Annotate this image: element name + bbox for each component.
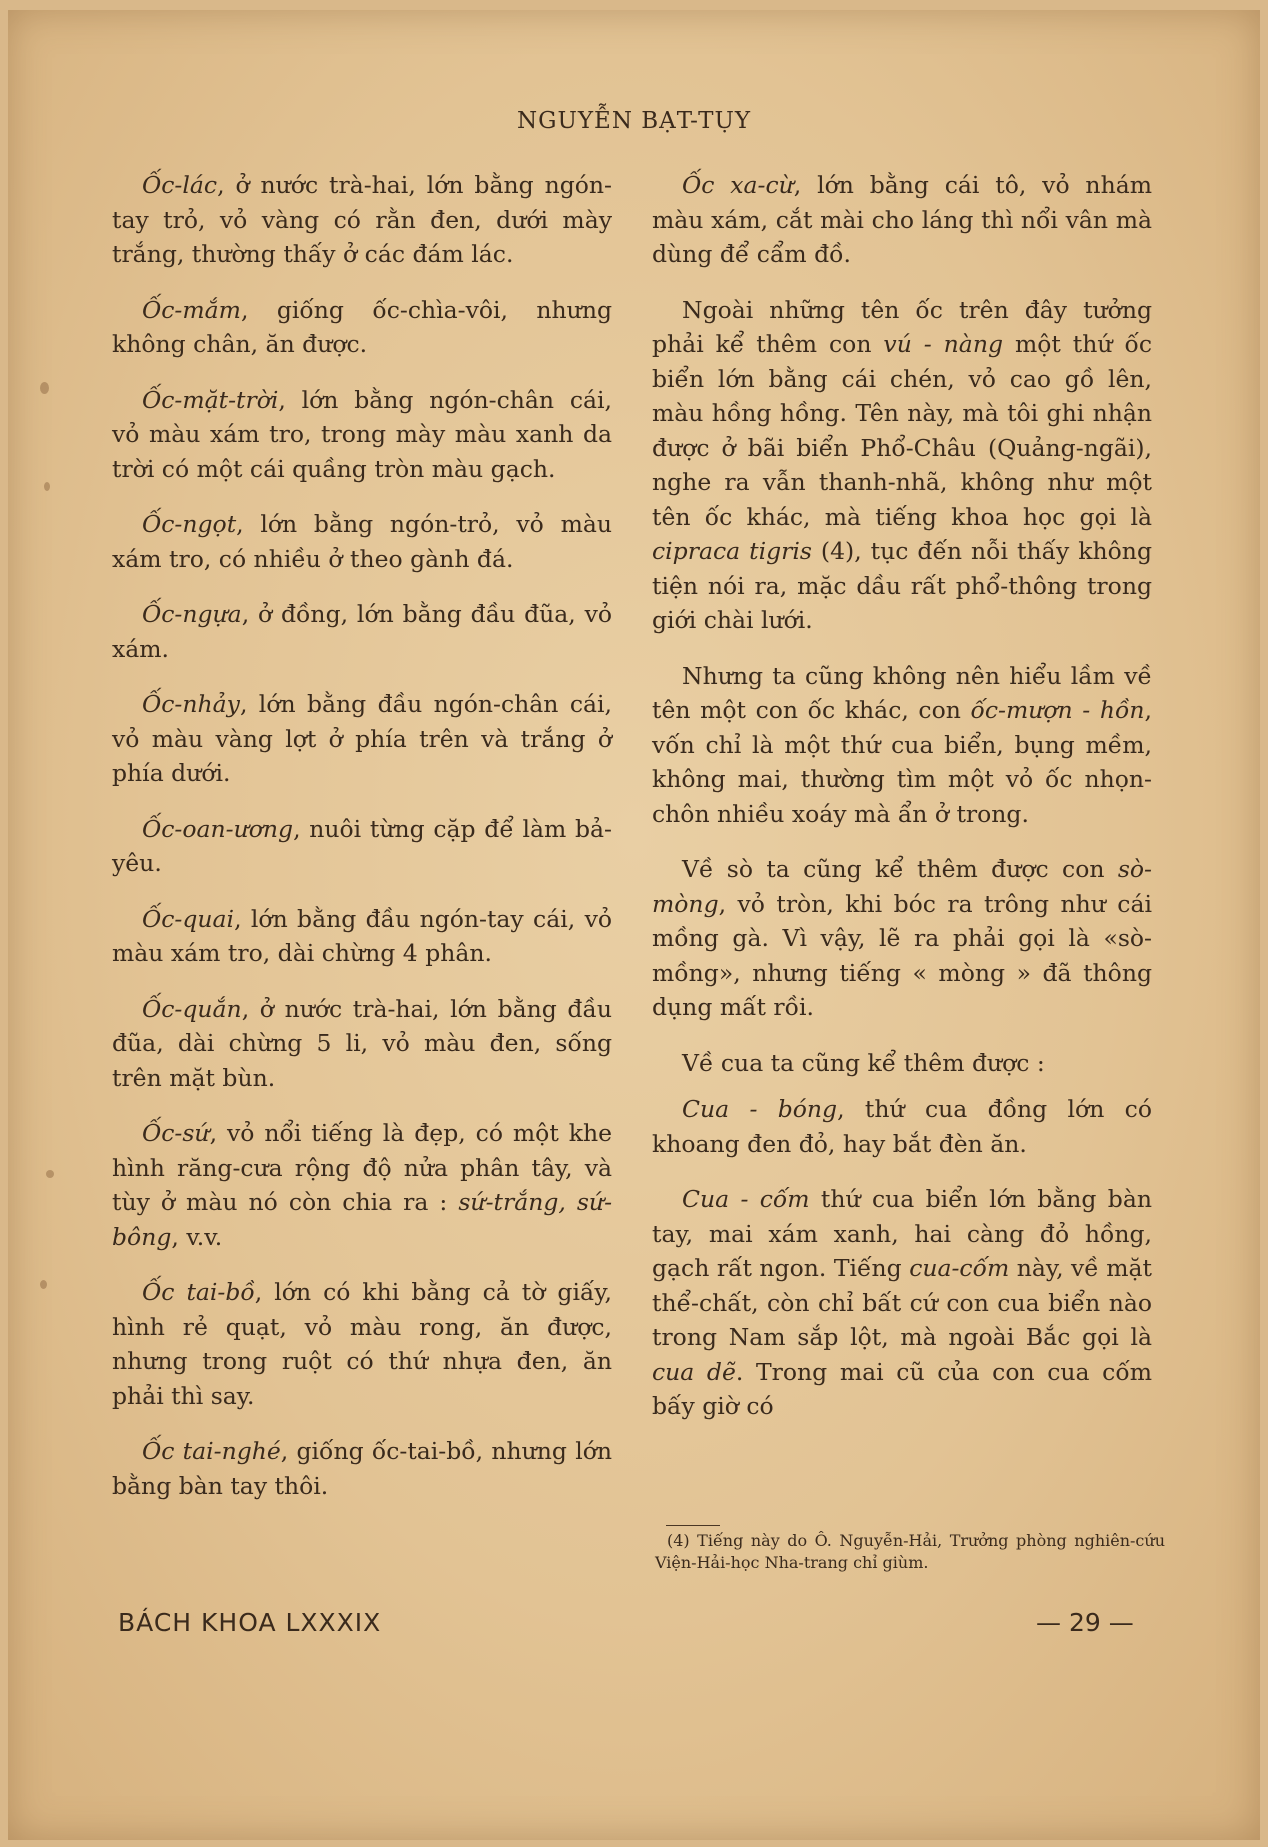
term-cua-com: cua-cốm — [909, 1254, 1010, 1282]
entry-tail: , v.v. — [171, 1222, 223, 1251]
entry-oc-tai-nghe — [112, 1434, 612, 1503]
entry-text: , thứ cua đồng lớn có khoang đen đỏ, hay bắt đèn ăn. — [652, 1095, 1152, 1158]
term-so-mong: sò-mòng — [652, 855, 1152, 918]
entry-text: , lớn bằng đầu ngón-tay cái, vỏ màu xám tro, dài chừng 4 phân. — [112, 904, 612, 967]
footnote: (4) Tiếng này do Ô. Nguyễn-Hải, Trưởng phòng nghiên-cứu Viện-Hải-học Nha-trang chỉ giùm. — [655, 1531, 1165, 1572]
entry-term: Ốc-ngựa — [142, 600, 242, 628]
stain-mark — [44, 482, 50, 491]
entry-oc-ngot — [112, 507, 612, 576]
journal-title: BÁCH KHOA LXXXIX — [118, 1608, 382, 1637]
term-cua-de: cua dẽ — [652, 1357, 736, 1386]
text-run: thứ cua biển lớn bằng bàn tay, mai xám xanh, hai càng đỏ hồng, gạch rất ngon. Tiếng — [652, 1185, 1152, 1282]
entry-term: Ốc-lác — [142, 171, 218, 199]
text-run: Nhưng ta cũng không nên hiểu lầm về tên một con ốc khác, con — [652, 661, 1152, 724]
entry-cua-bong — [652, 1092, 1152, 1161]
entry-term: Ốc tai-nghé — [142, 1437, 281, 1465]
entry-oc-nhay — [112, 687, 612, 791]
entry-oc-quan — [112, 992, 612, 1096]
paragraph-cua-intro: Về cua ta cũng kể thêm được : — [682, 1048, 1045, 1077]
entry-term: Cua - cốm — [682, 1185, 810, 1213]
entry-text: , ở nước trà-hai, lớn bằng đầu đũa, dài chừng 5 li, vỏ màu đen, sống trên mặt bùn. — [112, 994, 612, 1092]
paragraph-so-mong — [652, 852, 1152, 1025]
entry-term: Ốc-ngọt — [142, 510, 237, 538]
entry-text: , giống ốc-tai-bồ, nhưng lớn bằng bàn tay thôi. — [112, 1437, 612, 1500]
text-run: này, về mặt thể-chất, còn chỉ bất cứ con cua biển nào trong Nam sắp lột, mà ngoài Bắc gọi là — [652, 1254, 1152, 1351]
text-run: Ngoài những tên ốc trên đây tưởng phải kể thêm con — [652, 295, 1152, 358]
running-header: NGUYỄN BẠT-TỤY — [516, 108, 752, 134]
entry-text: , ở nước trà-hai, lớn bằng ngón-tay trỏ, vỏ vàng có rằn đen, dưới mày trắng, thường thấy ở các đám lác. — [112, 171, 612, 268]
stain-mark — [46, 1170, 54, 1178]
entry-oc-lac — [112, 168, 612, 272]
right-column — [652, 168, 1152, 1445]
left-column — [112, 168, 612, 1524]
entry-text: , ở đồng, lớn bằng đầu đũa, vỏ xám. — [112, 600, 612, 663]
entry-term: Ốc-quai — [142, 904, 235, 933]
entry-oc-mam — [112, 293, 612, 362]
entry-text: , lớn có khi bằng cả tờ giấy, hình rẻ quạt, vỏ màu rong, ăn được, nhưng trong ruột có thứ nhựa đen, ăn phải thì say. — [112, 1278, 612, 1410]
entry-oc-mat-troi — [112, 383, 612, 487]
term-vu-nang: vú - nàng — [883, 330, 1003, 358]
entry-cua-com — [652, 1182, 1152, 1424]
text-run: , vỏ tròn, khi bóc ra trông như cái mồng gà. Vì vậy, lẽ ra phải gọi là «sò-mồng», nhưng tiếng « mòng » đã thông dụng mất rồi. — [652, 889, 1152, 1021]
entry-oc-su — [112, 1116, 612, 1254]
entry-term: Ốc-quắn — [142, 994, 242, 1023]
entry-term: Ốc-sứ — [142, 1119, 210, 1147]
entry-term: Ốc-oan-ương — [142, 814, 294, 843]
page-number: — 29 — — [1036, 1608, 1134, 1637]
entry-text: , lớn bằng ngón-chân cái, vỏ màu xám tro, trong mày màu xanh da trời có một cái quầng tròn màu gạch. — [112, 385, 612, 483]
entry-text: , lớn bằng ngón-trỏ, vỏ màu xám tro, có nhiều ở theo gành đá. — [112, 510, 612, 573]
entry-term: Ốc-mắm — [142, 295, 241, 324]
stain-mark — [40, 1280, 47, 1289]
entry-oc-quai — [112, 902, 612, 971]
entry-oc-oan-uong — [112, 812, 612, 881]
footnote-divider — [666, 1525, 720, 1526]
entry-term: Ốc tai-bồ — [142, 1278, 255, 1306]
stain-mark — [40, 382, 49, 394]
entry-text: , lớn bằng cái tô, vỏ nhám màu xám, cắt mài cho láng thì nổi vân mà dùng để cẩm đồ. — [652, 171, 1152, 268]
entry-text: , nuôi từng cặp để làm bả-yêu. — [112, 814, 612, 877]
paragraph-oc-muon-hon — [652, 659, 1152, 832]
entry-term: Cua - bóng — [682, 1095, 838, 1123]
term-oc-muon-hon: ốc-mượn - hồn — [970, 696, 1145, 724]
entry-term: Ốc xa-cừ — [682, 171, 794, 199]
entry-oc-ngua — [112, 597, 612, 666]
text-run: , vốn chỉ là một thứ cua biển, bụng mềm, không mai, thường tìm một vỏ ốc nhọn-chôn nhiều xoáy mà ẩn ở trong. — [652, 696, 1152, 828]
text-run: Về sò ta cũng kể thêm được con — [682, 855, 1118, 883]
entry-variants: sứ-trắng, sứ-bông — [112, 1188, 613, 1251]
text-run: (4), tục đến nỗi thấy không tiện nói ra, mặc dầu rất phổ-thông trong giới chài lưới. — [652, 537, 1152, 634]
entry-oc-tai-bo — [112, 1275, 612, 1413]
text-run: một thứ ốc biển lớn bằng cái chén, vỏ cao gồ lên, màu hồng hồng. Tên này, mà tôi ghi nhận được ở bãi biển Phổ-Châu (Quảng-ngãi), nghe ra vẫn thanh-nhã, không như một tên ốc khác, mà tiếng khoa học gọi là — [652, 330, 1152, 531]
entry-term: Ốc-nhảy — [142, 690, 240, 718]
entry-term: Ốc-mặt-trời — [142, 385, 279, 414]
paragraph-vu-nang — [652, 293, 1152, 638]
term-scientific-name: cipraca tigris — [652, 537, 812, 565]
text-run: . Trong mai cũ của con cua cốm bấy giờ có — [652, 1357, 1152, 1420]
entry-text: , lớn bằng đầu ngón-chân cái, vỏ màu vàng lợt ở phía trên và trắng ở phía dưới. — [112, 690, 612, 787]
entry-text: , giống ốc-chìa-vôi, nhưng không chân, ăn được. — [112, 295, 612, 358]
entry-oc-xa-cu — [652, 168, 1152, 272]
entry-text: , vỏ nổi tiếng là đẹp, có một khe hình răng-cưa rộng độ nửa phân tây, và tùy ở màu nó còn chia ra : — [112, 1119, 612, 1216]
